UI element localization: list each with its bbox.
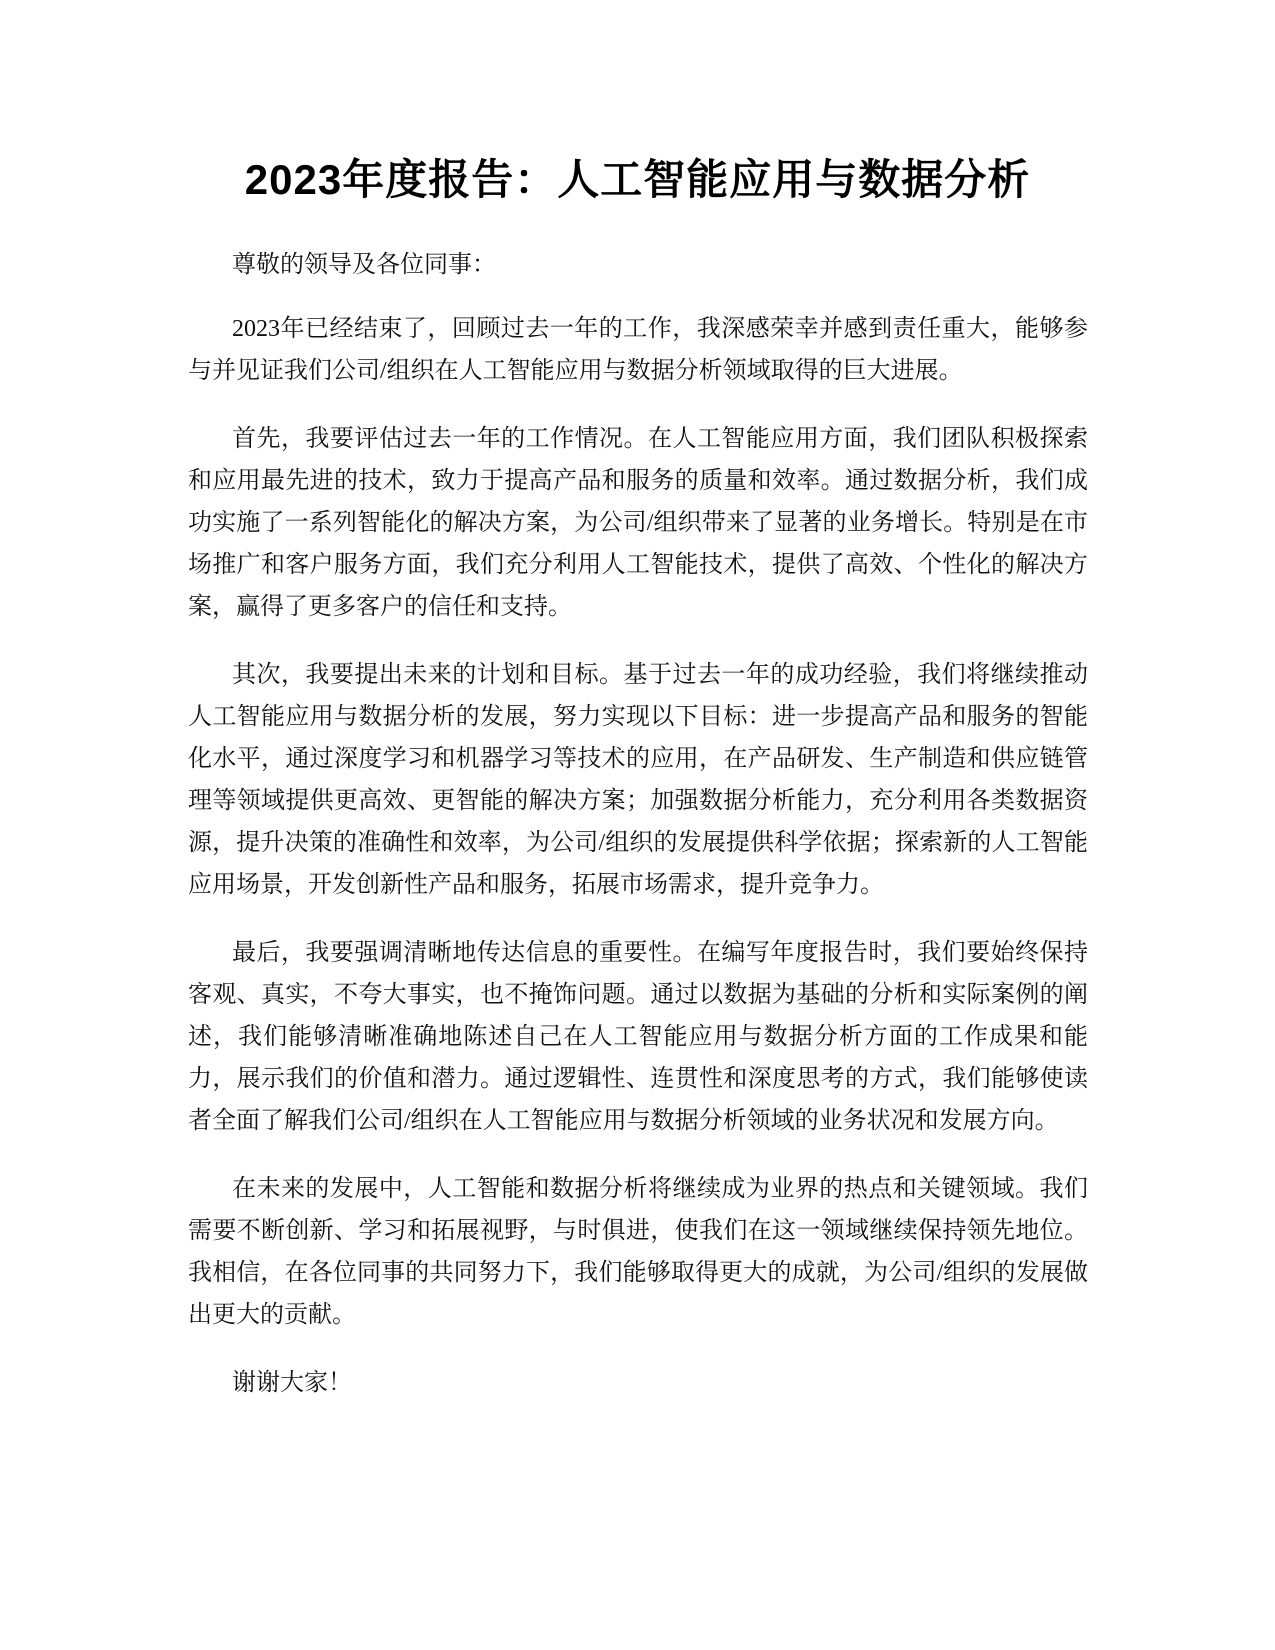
paragraph-intro: 2023年已经结束了，回顾过去一年的工作，我深感荣幸并感到责任重大，能够参与并见证我们公司/组织在人工智能应用与数据分析领域取得的巨大进展。 [188,316,1088,384]
document-title: 2023年度报告：人工智能应用与数据分析 [244,156,1031,203]
paragraph-communication: 最后，我要强调清晰地传达信息的重要性。在编写年度报告时，我们要始终保持客观、真实，不夸大事实，也不掩饰问题。通过以数据为基础的分析和实际案例的阐述，我们能够清晰准确地陈述自己在人工智能应用与数据分析方面的工作成果和能力，展示我们的价值和潜力。通过逻辑性、连贯性和深度思考的方式，我们能够使读者全面了解我们公司/组织在人工智能应用与数据分析领域的业务状况和发展方向。 [188,940,1088,1134]
closing-line: 谢谢大家！ [232,1370,352,1396]
paragraph-review: 首先，我要评估过去一年的工作情况。在人工智能应用方面，我们团队积极探索和应用最先进的技术，致力于提高产品和服务的质量和效率。通过数据分析，我们成功实施了一系列智能化的解决方案，为公司/组织带来了显著的业务增长。特别是在市场推广和客户服务方面，我们充分利用人工智能技术，提供了高效、个性化的解决方案，赢得了更多客户的信任和支持。 [188,426,1088,620]
document-body [188,244,1088,1430]
paragraph-outlook: 在未来的发展中，人工智能和数据分析将继续成为业界的热点和关键领域。我们需要不断创新、学习和拓展视野，与时俱进，使我们在这一领域继续保持领先地位。我相信，在各位同事的共同努力下，我们能够取得更大的成就，为公司/组织的发展做出更大的贡献。 [188,1176,1088,1328]
salutation: 尊敬的领导及各位同事： [232,252,496,278]
paragraph-plans: 其次，我要提出未来的计划和目标。基于过去一年的成功经验，我们将继续推动人工智能应用与数据分析的发展，努力实现以下目标：进一步提高产品和服务的智能化水平，通过深度学习和机器学习等技术的应用，在产品研发、生产制造和供应链管理等领域提供更高效、更智能的解决方案；加强数据分析能力，充分利用各类数据资源，提升决策的准确性和效率，为公司/组织的发展提供科学依据；探索新的人工智能应用场景，开发创新性产品和服务，拓展市场需求，提升竞争力。 [188,662,1088,898]
